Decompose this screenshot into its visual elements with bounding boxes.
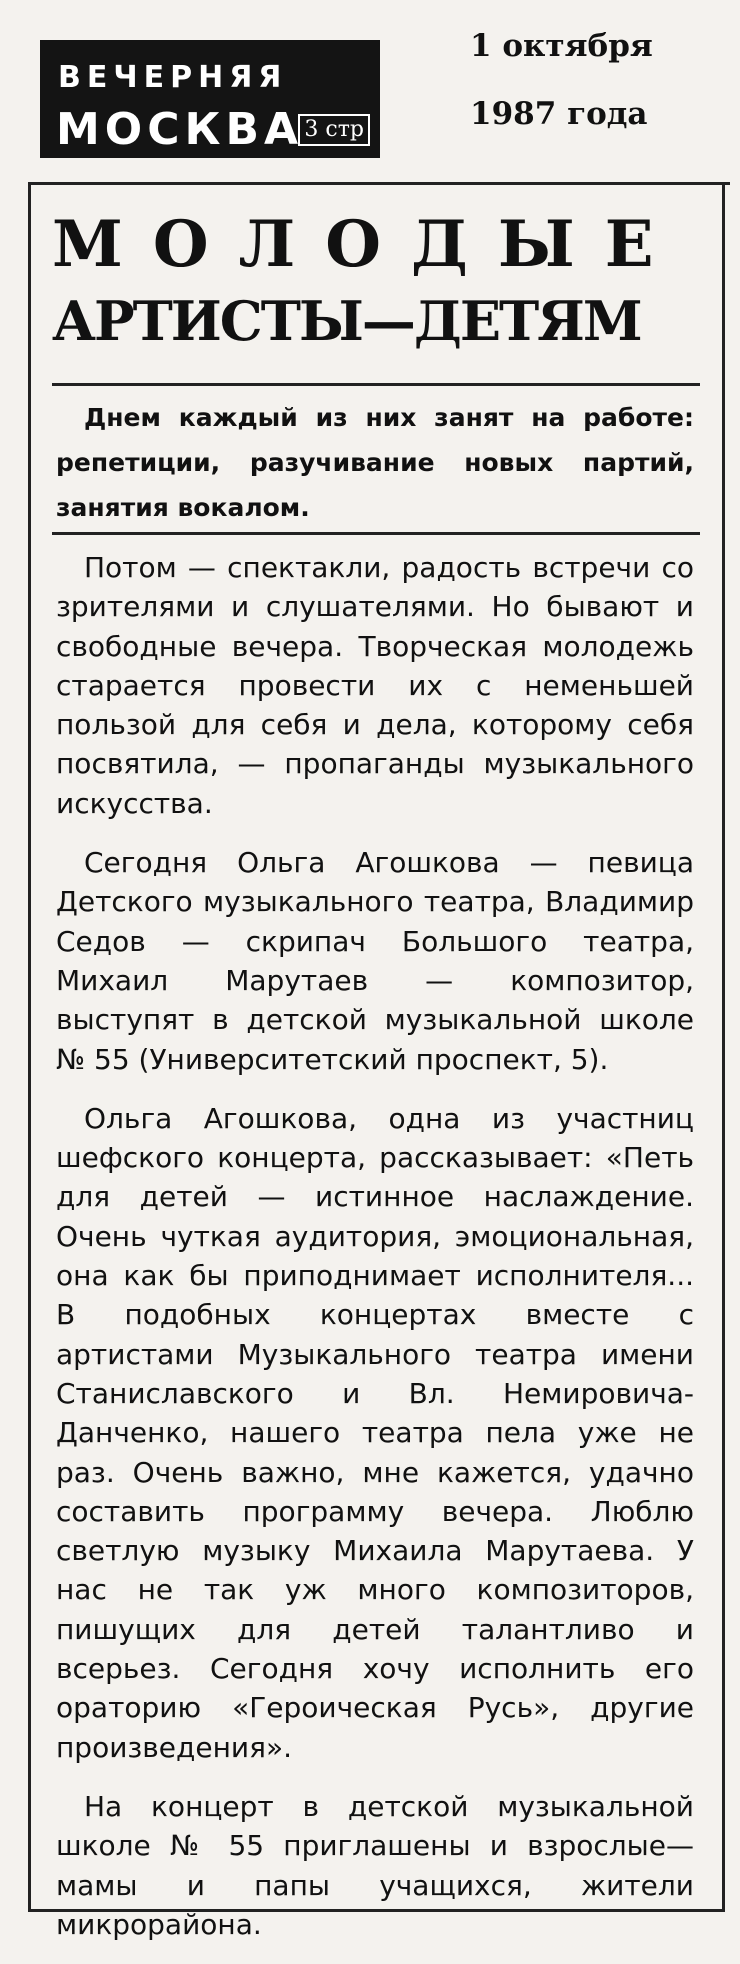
paragraph-3: Ольга Агошкова, одна из участниц шефского концерта, рассказывает: «Петь для детей — истинное наслаждение. Очень чуткая аудитория, эмоциональная, она как бы приподнимает исполнителя... В подобных концертах вместе с артистами Музыкального театра имени Станиславского и Вл. Немировича-Данченко, нашего театра пела уже не раз. Очень важно, мне кажется, удачно составить программу вечера. Люблю светлую музыку Михаила Марутаева. У нас не так уж много композиторов, пишущих для детей талантливо и всерьез. Сегодня хочу исполнить его ораторию «Героическая Русь», другие произведения». xyxy=(56,1101,694,1764)
article-lead: Днем каждый из них занят на работе: репетиции, разучивание новых партий, занятия вокалом. xyxy=(56,403,694,522)
paragraph-1: Потом — спектакли, радость встречи со зрителями и слушателями. Но бывают и свободные вечера. Творческая молодежь старается провести их с неменьшей пользой для себя и дела, которому себя посвятила, — пропаганды музыкального искусства. xyxy=(56,551,694,820)
headline-line1: МОЛОДЫЕ xyxy=(52,207,684,282)
masthead-line2: МОСКВА xyxy=(56,104,304,155)
lead-bottom-rule xyxy=(52,532,700,535)
frame-right-border xyxy=(722,182,725,1912)
date-year: 1987 года xyxy=(470,96,648,132)
date-day: 1 октября xyxy=(470,28,653,64)
newspaper-masthead xyxy=(40,40,380,158)
article-body xyxy=(56,548,694,1964)
paragraph-2: Сегодня Ольга Агошкова — певица Детского музыкального театра, Владимир Седов — скрипач Большого театра, Михаил Марутаев — композитор, выступят в детской музыкальной школе № 55 (Университетский проспект, 5). xyxy=(56,846,694,1076)
frame-left-border xyxy=(28,182,31,1912)
lead-top-rule xyxy=(52,383,700,386)
headline-line2: АРТИСТЫ—ДЕТЯМ xyxy=(52,289,641,353)
masthead-line1: ВЕЧЕРНЯЯ xyxy=(58,60,288,95)
frame-top-border xyxy=(28,182,730,185)
page-number-badge: 3 стр xyxy=(298,114,370,146)
paragraph-4: На концерт в детской музыкальной школе № 55 приглашены и взрослые— мамы и папы учащихся, жители микрорайона. xyxy=(56,1789,694,1941)
